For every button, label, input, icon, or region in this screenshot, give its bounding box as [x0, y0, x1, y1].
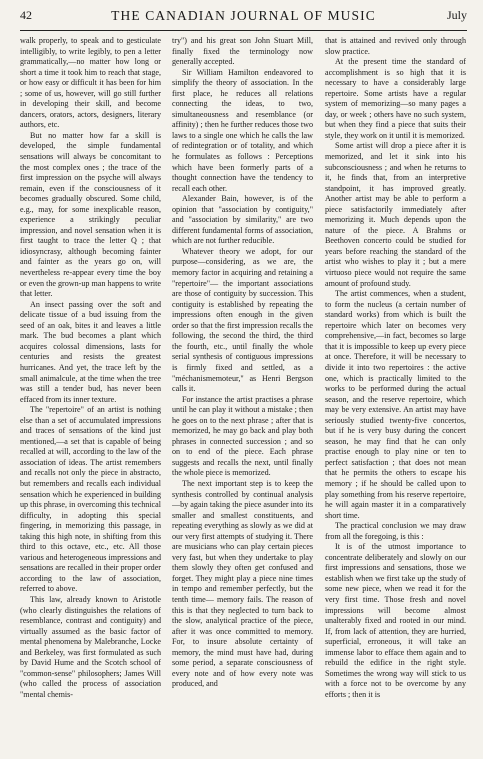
journal-title: THE CANADIAN JOURNAL OF MUSIC: [111, 8, 376, 23]
running-header: [20, 4, 467, 31]
paragraph: Some artist will drop a piece after it is memorized, and let it sink into his subconsciousness ; and when he returns to it, he finds that, from an interpretive standpoint, it has improved greatly. Another artist may be able to perform a piece satisfactorily immediately after memorizing it. Much depends upon the nature of the piece. A Brahms or Beethoven concerto could be studied for years before reaching the standard of the artist who wishes to play it ; but a mere virtuoso piece would not require the same amount of profound study.: [325, 141, 466, 288]
paragraph: This law, already known to Aristotle (who clearly distinguishes the relations of resemblance, contrast and contiguity) and virtually assumed as the basic factor of mental phenomena by Malebranche, Locke and Berkeley, was first formulated as such by David Hume and the Scotch school of "common-sense" philosophers; James Will (who called the process of association "mental chemis-: [20, 594, 161, 699]
paragraph: Sir William Hamilton endeavored to simplify the theory of association. In the first place, he reduces all relations connecting the ideas, to two, simultaneousness and resemblance (or affinity) ; then he further reduces those two laws to a single one which he calls the law of redintegration or of totality, and which he formulates as follows : Perceptions which have been formerly parts of a thought connection have the tendency to recall each other.: [172, 67, 313, 193]
paragraph: The "repertoire" of an artist is nothing else than a set of accumulated impressions and traces of sensations of the kind just mentioned,—a set that is capable of being recalled at will, according to the law of the association of ideas. The artist remembers and recalls not only the piece in abstracto, but remembers and recalls each individual sensation which he experienced in building up this phrase, in overcoming this technical difficulty, in adopting this special fingering, in memorizing this passage, in taking this high note, in shifting from this third to this octave, etc., etc. All those various and heterogeneous impressions and sensations are recalled in their proper order according to the law of association, referred to above.: [20, 405, 161, 594]
paragraph: Whatever theory we adopt, for our purpose—considering, as we are, the memory factor in acquiring and retaining a "repertoire"— the important associations are those of contiguity by succession. This contiguity is established by repeating the impressions often enough in the given order so that the first impression recalls the following, the second the third, the third the fourth, etc., until finally the whole serial synthesis of contiguous impressions is firmly fixed and settled, as a "méchanismemoteur," as Henri Bergson calls it.: [172, 246, 313, 394]
text-column-2: [172, 36, 313, 752]
paragraph: It is of the utmost importance to concentrate deliberately and slowly on our first impressions and sensations, those we establish when we first take up the study of some new piece, when we read it for the very first time. Those fresh and novel impressions will become almost unalterably fixed and rooted in our mind. If, from lack of attention, they are hurried, superficial, erroneous, it will take an immense labor to efface them again and to rebuild the edifice in the right style. Sometimes the wrong way will stick to us with a force not to be overcome by any efforts ; then it is: [325, 542, 466, 699]
paragraph: An insect passing over the soft and delicate tissue of a bud issuing from the seed of an oak, bites it and leaves a little mark. The bud becomes a plant which acquires colossal dimensions, lasts for centuries and resists the greatest hurricanes. And yet, the trace left by the small animalcule, at the time when the tree was still a tender bud, has never been effaced from its inner texture.: [20, 299, 161, 404]
paragraph: The artist commences, when a student, to form the nucleus (a certain number of standard works) from which is built the repertoire which later on becomes very comprehensive,—in fact, becomes so large that it is impossible to keep up every piece at once. Therefore, it will be necessary to divide it into two repertoires : the active one, which is practically limited to the works to be performed during the actual season, and the reserve repertoire, which may be very extensive. An artist may have seriously studied twenty-five concertos, but if he is very busy during the concert season, he may find that he can only practise enough to play nine or ten to perfect satisfaction ; that does not mean that he permits the others to escape his memory ; if he should be called upon to play something from his reserve repertoire, he will again master it in a comparatively short time.: [325, 289, 466, 520]
paragraph: The practical conclusion we may draw from all the foregoing, is this :: [325, 521, 466, 541]
paragraph: walk properly, to speak and to gesticulate intelligibly, to write legibly, to pen a letter grammatically,—no matter how long or short a time it took him to reach that stage, or how easy or difficult it has been for him ; some of us, however, will go still further in developing their skill, and become dancers, orators, actors, designers, literary authors, etc.: [20, 36, 161, 130]
issue-month: July: [446, 8, 467, 22]
paragraph: For instance the artist practises a phrase until he can play it without a mistake ; then he goes on to the next phrase ; after that is memorized, he may go back and play both phrases in connected succession ; and so on to end of the piece. Each phrase suggests and recalls the next, until finally the whole piece is memorized.: [172, 394, 313, 478]
paragraph: At the present time the standard of accomplishment is so high that it is necessary to have a considerably large repertoire. Some artists have a regular system of memorizing—so many pages a day, or week ; others have no such system, but when they find a piece that suits their style, they work on it until it is memorized.: [325, 57, 466, 140]
paragraph: that is attained and revived only through slow practice.: [325, 36, 466, 56]
paragraph: try") and his great son John Stuart Mill, finally fixed the terminology now generally accepted.: [172, 36, 313, 67]
paragraph: Alexander Bain, however, is of the opinion that "association by contiguity," and "association by similarity," are two different fundamental forms of association, which are not further reducible.: [172, 194, 313, 246]
page-number: 42: [20, 8, 32, 22]
text-column-1: [20, 36, 161, 752]
text-column-3: [325, 36, 466, 752]
paragraph: The next important step is to keep the synthesis controlled by continual analysis—by again taking the piece asunder into its smaller and smallest constituents, and repeating everything as slowly as we did at our very first attempts of studying it. There are musicians who can play certain pieces very fast, but when they undertake to play them slowly they often get confused and forget. They might play a piece nine times in tempo and remember perfectly, but the tenth time— memory fails. The reason of this is that they neglected to turn back to the slow, analytical practice of the piece, after it was once committed to memory. For, to insure absolute certainty of memory, the mind must have had, during some period, a separate consciousness of every note and of how every note was produced, and: [172, 478, 313, 689]
paragraph: But no matter how far a skill is developed, the simple fundamental sensations will always be concomitant to the most complex ones ; the trace of the first impression on the psyche will always remain, even if the consciousness of it becomes gradually obscured. Some child, e.g., may, for some inexplicable reason, experience a strikingly peculiar impression, and novel sensation when it is first taught to trace the letter Q ; that idiosyncrasy, although becoming fainter and fainter as the years go on, will nevertheless re-appear every time the boy or even the grown-up man happens to write that letter.: [20, 130, 161, 299]
